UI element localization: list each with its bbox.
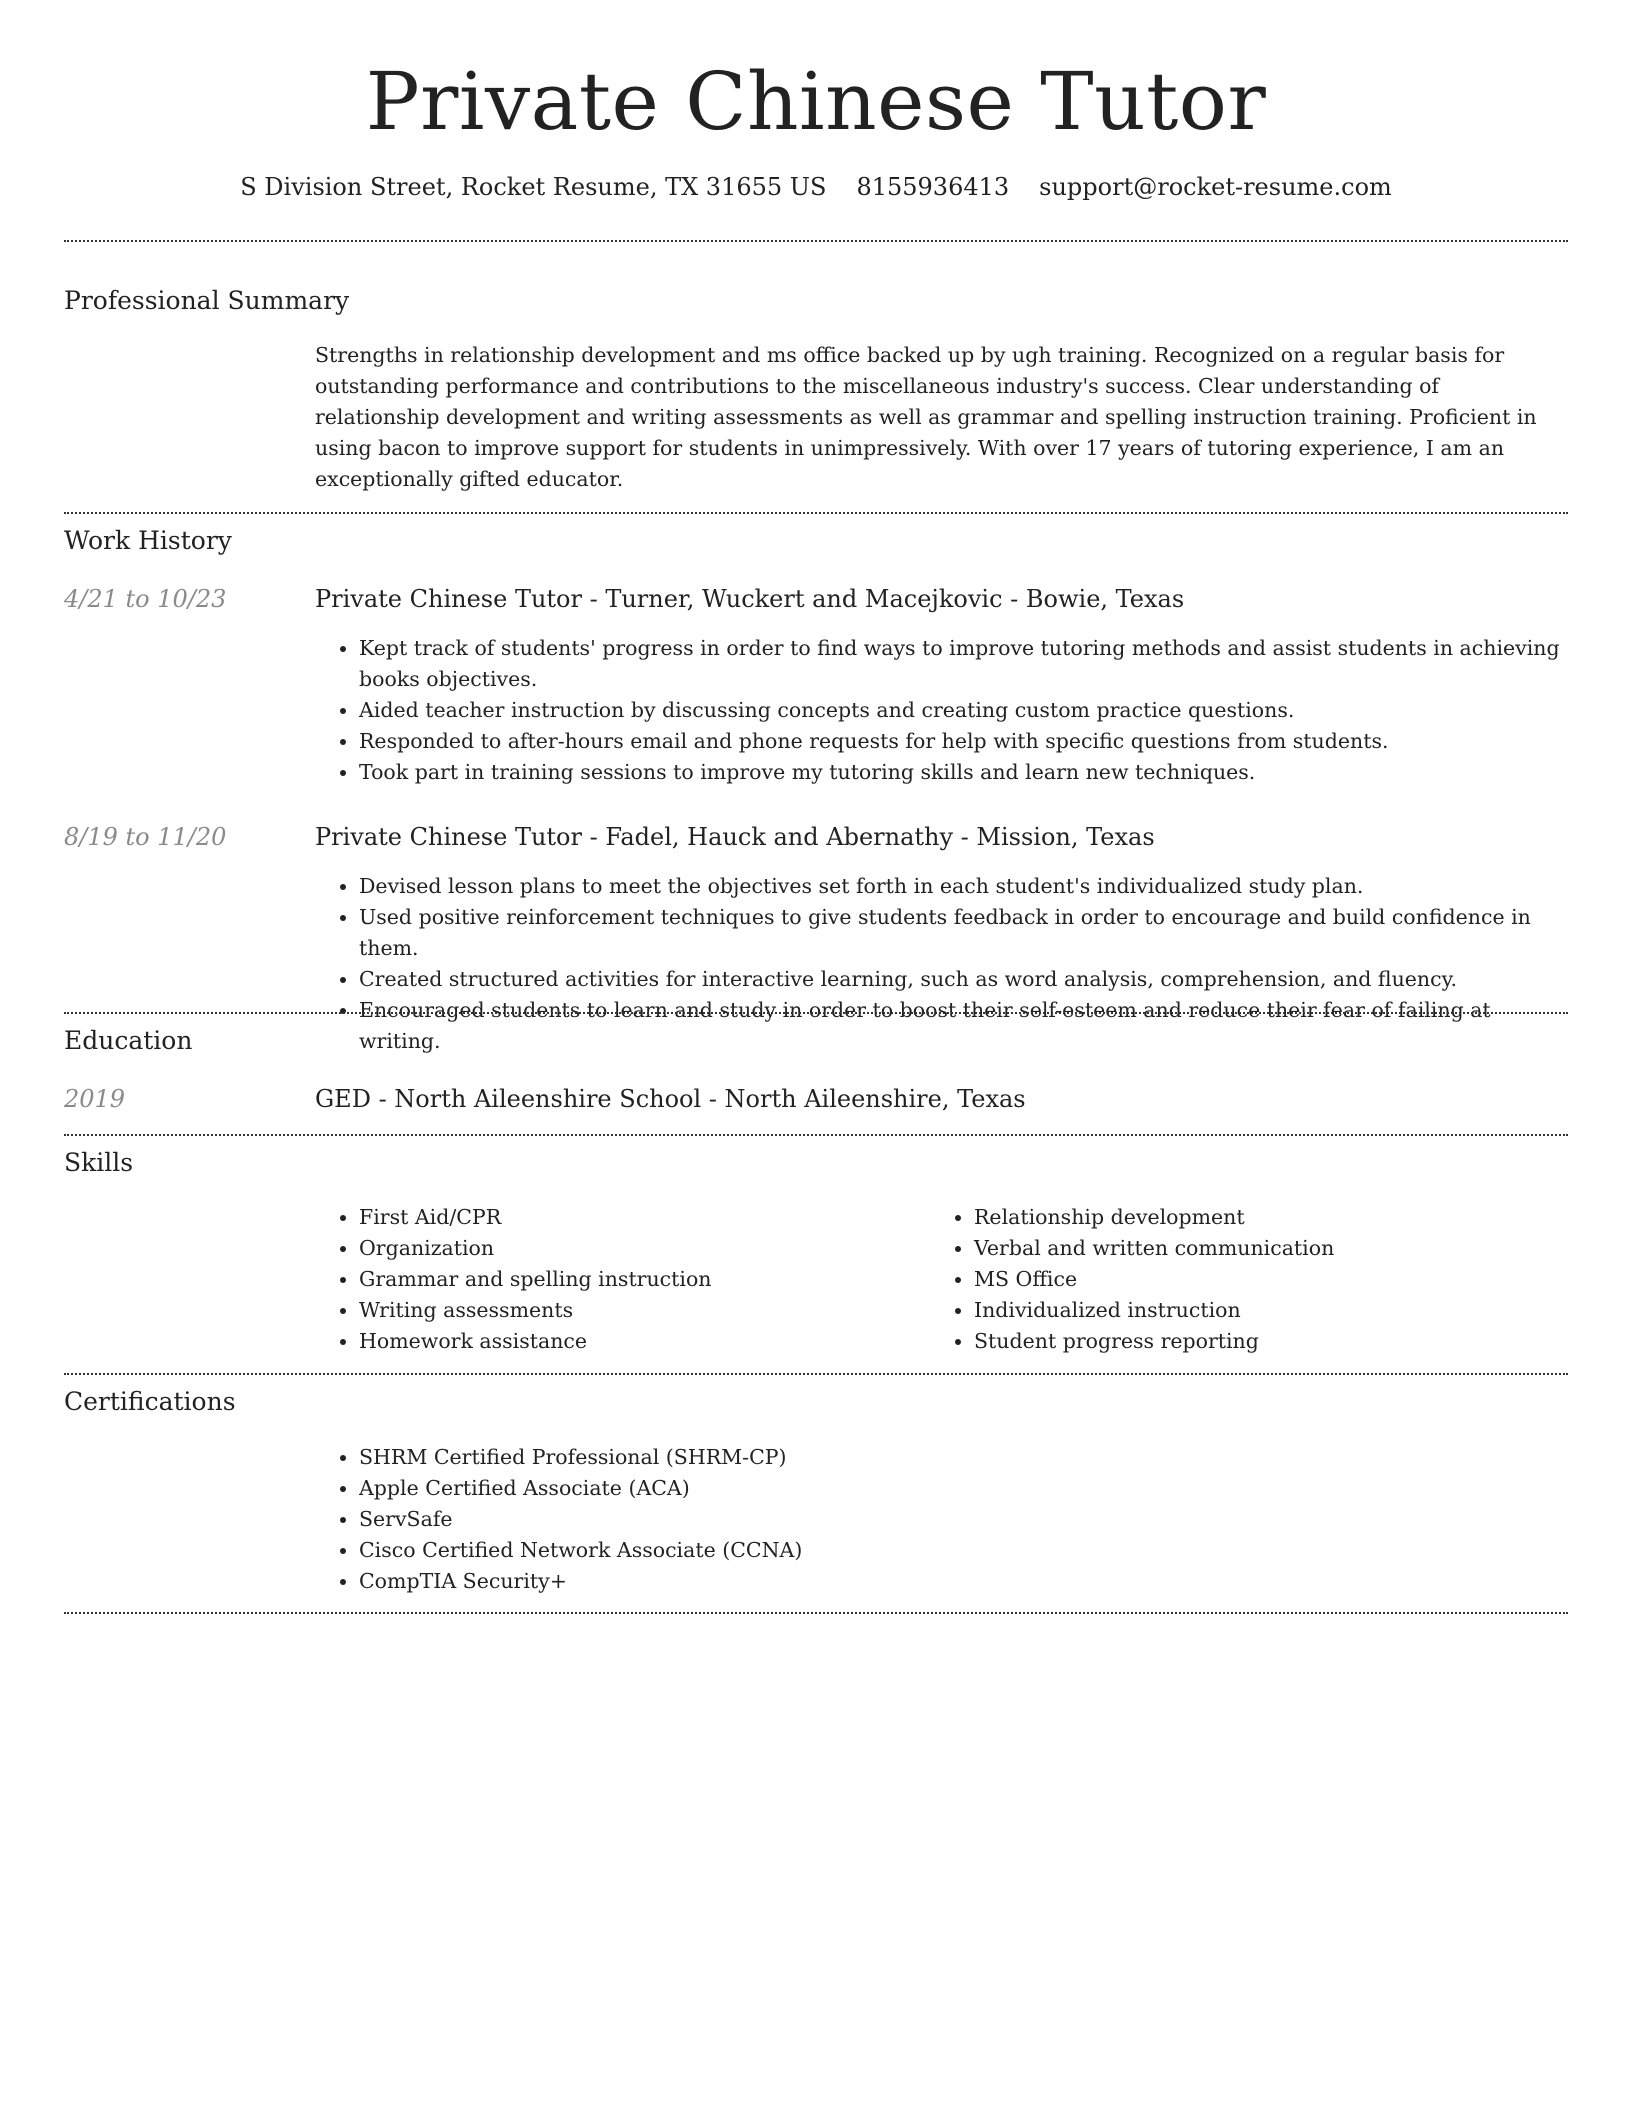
list-item: • Used positive reinforcement techniques to give students feedback in order to encourage and build confidence in them. xyxy=(359,902,1568,964)
job-heading: Private Chinese Tutor - Fadel, Hauck and Abernathy - Mission, Texas xyxy=(315,823,1155,851)
section-title-work: Work History xyxy=(64,526,232,555)
list-item: • Verbal and written communication xyxy=(974,1233,1530,1264)
list-item: • Took part in training sessions to improve my tutoring skills and learn new techniques. xyxy=(359,757,1568,788)
list-item: • Apple Certified Associate (ACA) xyxy=(359,1473,1568,1504)
list-item: • Writing assessments xyxy=(359,1295,915,1326)
list-item: • Grammar and spelling instruction xyxy=(359,1264,915,1295)
section-divider xyxy=(64,240,1568,242)
list-item: • Kept track of students' progress in order to find ways to improve tutoring methods and assist students in achieving books objectives. xyxy=(359,633,1568,695)
skills-list-right xyxy=(930,1202,1530,1357)
education-heading: GED - North Aileenshire School - North Aileenshire, Texas xyxy=(315,1085,1026,1113)
contact-line xyxy=(64,170,1568,204)
job-dates: 4/21 to 10/23 xyxy=(64,585,227,613)
section-divider xyxy=(64,512,1568,514)
job-heading: Private Chinese Tutor - Turner, Wuckert and Macejkovic - Bowie, Texas xyxy=(315,585,1185,613)
list-item: • Cisco Certified Network Associate (CCNA) xyxy=(359,1535,1568,1566)
contact-phone: 8155936413 xyxy=(856,173,1010,201)
list-item: • Encouraged students to learn and study in order to boost their self-esteem and reduce their fear of failing at writing. xyxy=(359,995,1568,1057)
list-item: • MS Office xyxy=(974,1264,1530,1295)
section-title-education: Education xyxy=(64,1026,193,1055)
list-item: • Relationship development xyxy=(974,1202,1530,1233)
list-item: • Responded to after-hours email and phone requests for help with specific questions from students. xyxy=(359,726,1568,757)
certifications-list xyxy=(315,1442,1568,1597)
summary-text: Strengths in relationship development and ms office backed up by ugh training. Recognized on a regular basis for outstanding performance and contributions to the miscellaneous industry's success. Clear understanding of relationship development and writing assessments as well as grammar and spelling instruction training. Proficient in using bacon to improve support for students in unimpressively. With over 17 years of tutoring experience, I am an exceptionally gifted educator. xyxy=(315,343,1537,491)
section-divider xyxy=(64,1134,1568,1136)
list-item: • ServSafe xyxy=(359,1504,1568,1535)
list-item: • Student progress reporting xyxy=(974,1326,1530,1357)
list-item: • Aided teacher instruction by discussing concepts and creating custom practice questions. xyxy=(359,695,1568,726)
list-item: • SHRM Certified Professional (SHRM-CP) xyxy=(359,1442,1568,1473)
section-title-summary: Professional Summary xyxy=(64,286,350,315)
contact-address: S Division Street, Rocket Resume, TX 31655 US xyxy=(240,173,827,201)
section-divider xyxy=(64,1612,1568,1614)
education-year: 2019 xyxy=(64,1085,126,1113)
job-bullets xyxy=(315,871,1568,1057)
list-item: • Homework assistance xyxy=(359,1326,915,1357)
section-title-certifications: Certifications xyxy=(64,1387,236,1416)
list-item: • Created structured activities for interactive learning, such as word analysis, comprehension, and fluency. xyxy=(359,964,1568,995)
job-bullets xyxy=(315,633,1568,788)
list-item: • CompTIA Security+ xyxy=(359,1566,1568,1597)
section-divider xyxy=(64,1373,1568,1375)
skills-list-left xyxy=(315,1202,915,1357)
contact-email[interactable]: support@rocket-resume.com xyxy=(1039,173,1392,201)
list-item: • Devised lesson plans to meet the objectives set forth in each student's individualized study plan. xyxy=(359,871,1568,902)
list-item: • First Aid/CPR xyxy=(359,1202,915,1233)
section-divider xyxy=(64,1012,1568,1014)
list-item: • Organization xyxy=(359,1233,915,1264)
section-title-skills: Skills xyxy=(64,1148,134,1177)
resume-title: Private Chinese Tutor xyxy=(365,55,1267,148)
job-dates: 8/19 to 11/20 xyxy=(64,823,227,851)
list-item: • Individualized instruction xyxy=(974,1295,1530,1326)
